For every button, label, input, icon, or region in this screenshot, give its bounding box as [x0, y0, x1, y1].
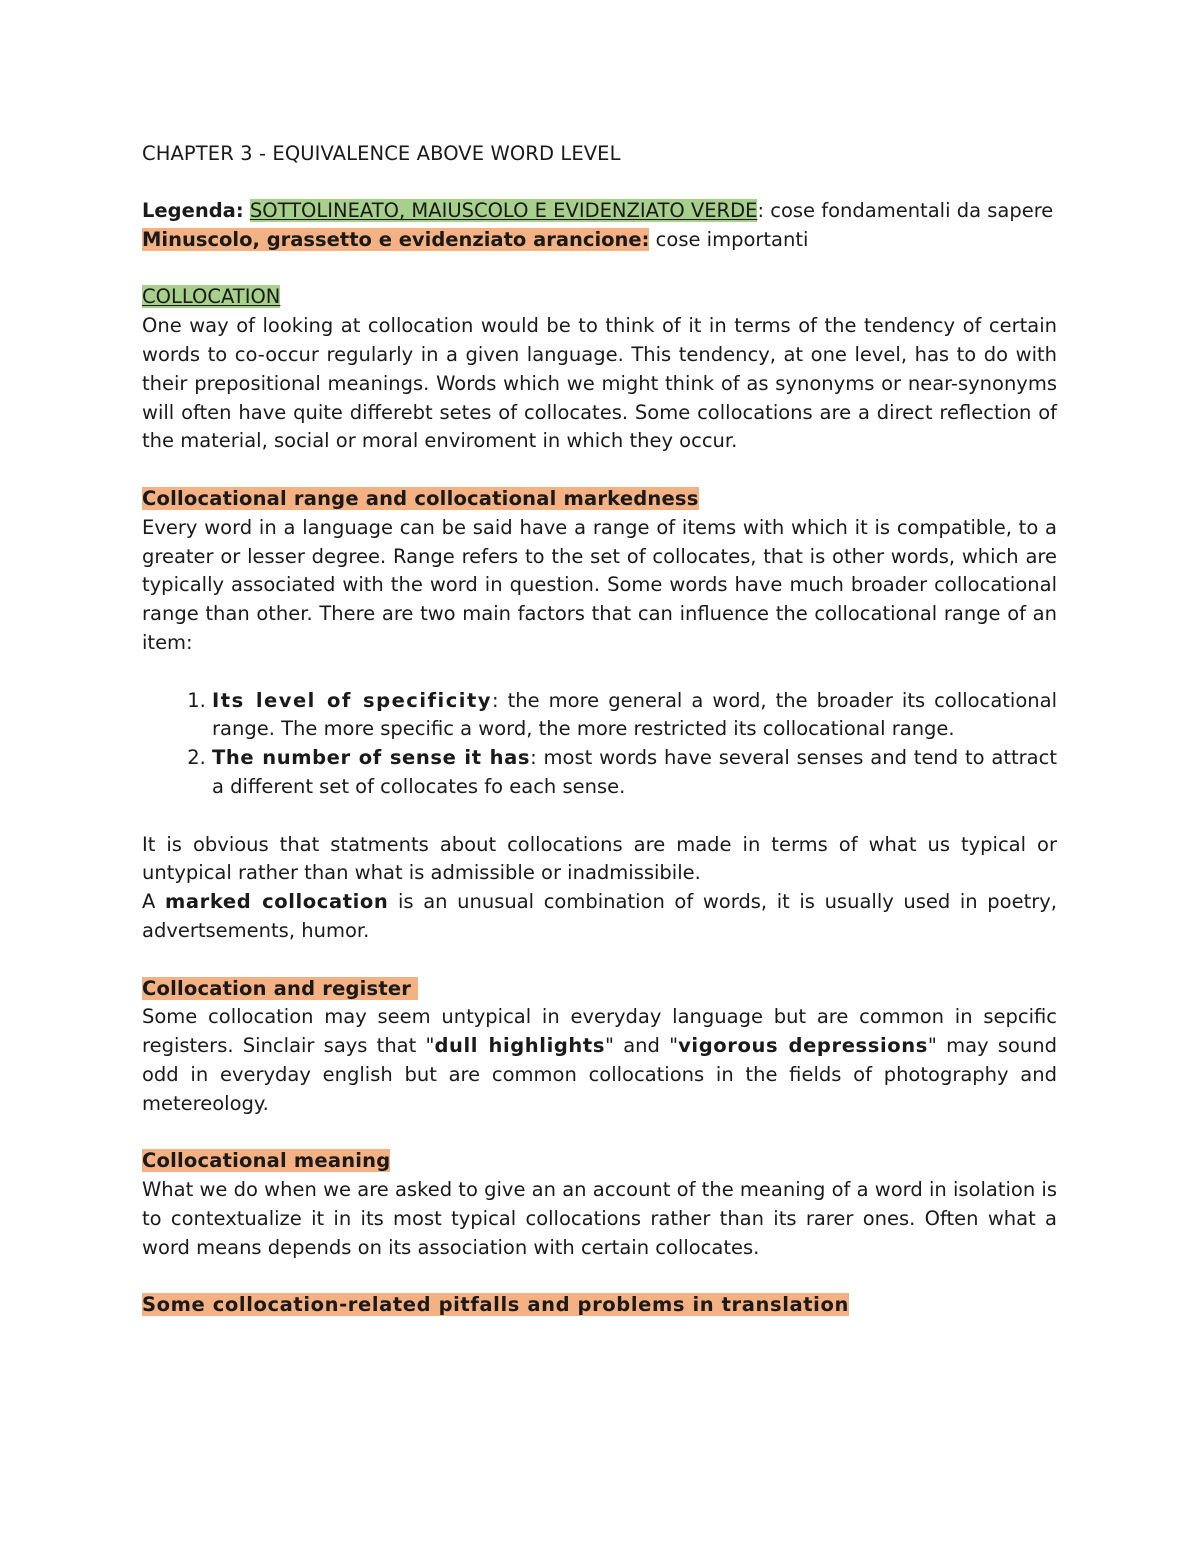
section-collocation-heading-row	[142, 283, 1057, 312]
section-register-heading-row	[142, 975, 1057, 1004]
list-item	[212, 744, 1057, 802]
list-item-term: Its level of specificity	[212, 688, 492, 712]
register-text-c: " may sound odd in everyday english but are common collocations in the fields of photography and metereology.	[142, 1034, 1057, 1115]
chapter-title: CHAPTER 3 - EQUIVALENCE ABOVE WORD LEVEL	[142, 142, 621, 165]
section-meaning-heading-row	[142, 1147, 1057, 1176]
spacer	[142, 456, 1057, 485]
list-item	[212, 687, 1057, 745]
marked-rest: is an unusual combination of words, it is usually used in poetry, advertsements, humor.	[142, 890, 1057, 942]
spacer	[142, 1262, 1057, 1291]
factor-list	[142, 687, 1057, 802]
register-text-b: " and "	[605, 1034, 679, 1058]
legend-green-desc: : cose fondamentali da sapere	[757, 199, 1054, 222]
legend-green-key: SOTTOLINEATO, MAIUSCOLO E EVIDENZIATO VERDE	[249, 199, 758, 222]
spacer	[142, 946, 1057, 975]
marked-collocation-line	[142, 888, 1057, 946]
list-item-desc: : most words have several senses and tend to attract a different set of collocates fo each sense.	[212, 746, 1057, 798]
register-term-1: dull highlights	[434, 1034, 606, 1058]
legend-label: Legenda:	[142, 199, 244, 222]
spacer	[142, 658, 1057, 687]
legend-line	[142, 197, 1057, 226]
section-heading: Collocational range and collocational markedness	[142, 486, 699, 510]
register-text-a: Some collocation may seem untypical in everyday language but are common in sepcific registers. Sinclair says that "	[142, 1005, 1057, 1058]
list-item-desc: : the more general a word, the broader its collocational range. The more specific a word, the more restricted its collocational range.	[212, 688, 1057, 741]
section-register-text	[142, 1003, 1057, 1118]
section-range-heading-row	[142, 485, 1057, 514]
legend-line-2	[142, 226, 1057, 255]
legend-orange-desc: cose importanti	[649, 227, 809, 251]
section-range-text-2: It is obvious that statments about collocations are made in terms of what us typical or untypical rather than what is admissible or inadmissibile.	[142, 832, 1057, 885]
section-pitfalls-heading-row	[142, 1291, 1057, 1320]
section-heading: Some collocation-related pitfalls and problems in translation	[142, 1293, 849, 1317]
section-meaning-text: What we do when we are asked to give an an account of the meaning of a word in isolation is to contextualize it in its most typical collocations rather than its rarer ones. Often what a word means depends on its association with certain collocates.	[142, 1178, 1057, 1259]
marked-prefix: A	[142, 890, 165, 914]
legend-orange-key: Minuscolo, grassetto e evidenziato arancione:	[142, 227, 650, 251]
section-range-text: Every word in a language can be said have a range of items with which it is compatible, to a greater or lesser degree. Range refers to the set of collocates, that is other words, which are typically associated with the word in question. Some words have much broader collocational range than other. There are two main factors that can influence the collocational range of an item:	[142, 515, 1057, 654]
list-item-term: The number of sense it has	[212, 746, 531, 770]
section-heading: Collocation and register	[142, 976, 419, 1000]
register-term-2: vigorous depressions	[678, 1034, 928, 1058]
spacer	[142, 1119, 1057, 1148]
section-collocation-text: One way of looking at collocation would be to think of it in terms of the tendency of certain words to co-occur regularly in a given language. This tendency, at one level, has to do with their prepositional meanings. Words which we might think of as synonyms or near-synonyms will often have quite differebt setes of collocates. Some collocations are a direct reflection of the material, social or moral enviroment in which they occur.	[142, 314, 1057, 453]
section-heading: Collocational meaning	[142, 1149, 391, 1173]
spacer	[142, 255, 1057, 284]
spacer	[142, 802, 1057, 831]
section-heading: COLLOCATION	[142, 285, 281, 309]
marked-term: marked collocation	[164, 890, 389, 914]
